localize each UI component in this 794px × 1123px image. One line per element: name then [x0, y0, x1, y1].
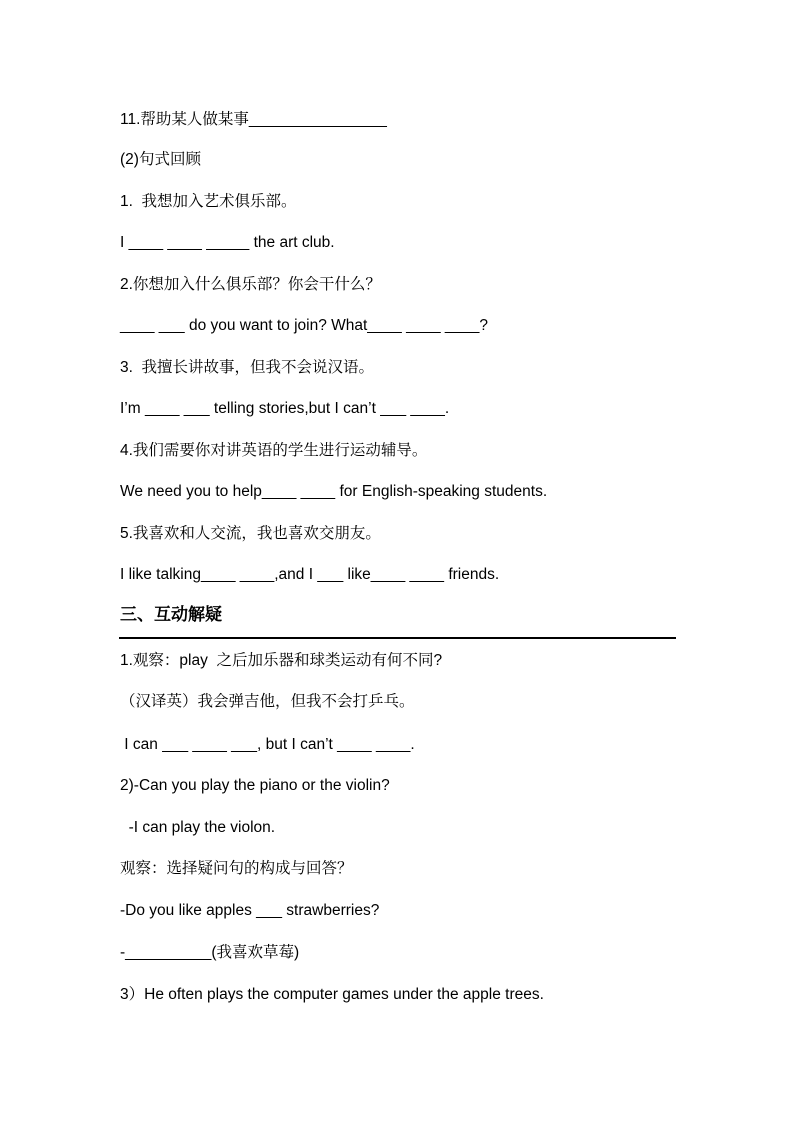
example-sentence-3: 3）He often plays the computer games under the apple trees. — [120, 986, 544, 1003]
sentence-5-english-blank: I like talking____ ____,and I ___ like____ ____ friends. — [120, 566, 500, 583]
observe-play-question: 1.观察：play 之后加乐器和球类运动有何不同? — [120, 652, 443, 669]
sentence-3-english-blank: I’m ____ ___ telling stories,but I can’t ___ ____. — [120, 400, 450, 417]
choice-answer-example: -I can play the violon. — [120, 819, 276, 836]
translate-blank: I can ___ ____ ___, but I can’t ____ ____. — [120, 736, 415, 753]
observe-choice-question: 观察：选择疑问句的构成与回答？ — [120, 860, 353, 877]
choice-exercise-answer: -__________(我喜欢草莓) — [120, 944, 300, 961]
translate-prompt: （汉译英）我会弹吉他，但我不会打乒乓。 — [120, 693, 415, 710]
sentence-1-english-blank: I ____ ____ _____ the art club. — [120, 234, 335, 251]
choice-question-example: 2)-Can you play the piano or the violin? — [120, 777, 390, 794]
sentence-4-english-blank: We need you to help____ ____ for English-speaking students. — [120, 483, 548, 500]
sentence-5-chinese: 5.我喜欢和人交流，我也喜欢交朋友。 — [120, 525, 381, 542]
sentence-1-chinese: 1. 我想加入艺术俱乐部。 — [120, 193, 297, 210]
choice-exercise-question: -Do you like apples ___ strawberries? — [120, 902, 380, 919]
sentence-3-chinese: 3. 我擅长讲故事，但我不会说汉语。 — [120, 359, 375, 376]
sentence-2-english-blank: ____ ___ do you want to join? What____ ____ ____? — [120, 317, 488, 334]
section-divider — [119, 637, 676, 639]
sentence-review-title: (2)句式回顾 — [120, 151, 201, 168]
sentence-2-chinese: 2.你想加入什么俱乐部？你会干什么？ — [120, 276, 381, 293]
section-heading: 三、互动解疑 — [120, 605, 222, 624]
sentence-4-chinese: 4.我们需要你对讲英语的学生进行运动辅导。 — [120, 442, 428, 459]
vocab-item-11: 11.帮助某人做某事________________ — [120, 111, 387, 128]
